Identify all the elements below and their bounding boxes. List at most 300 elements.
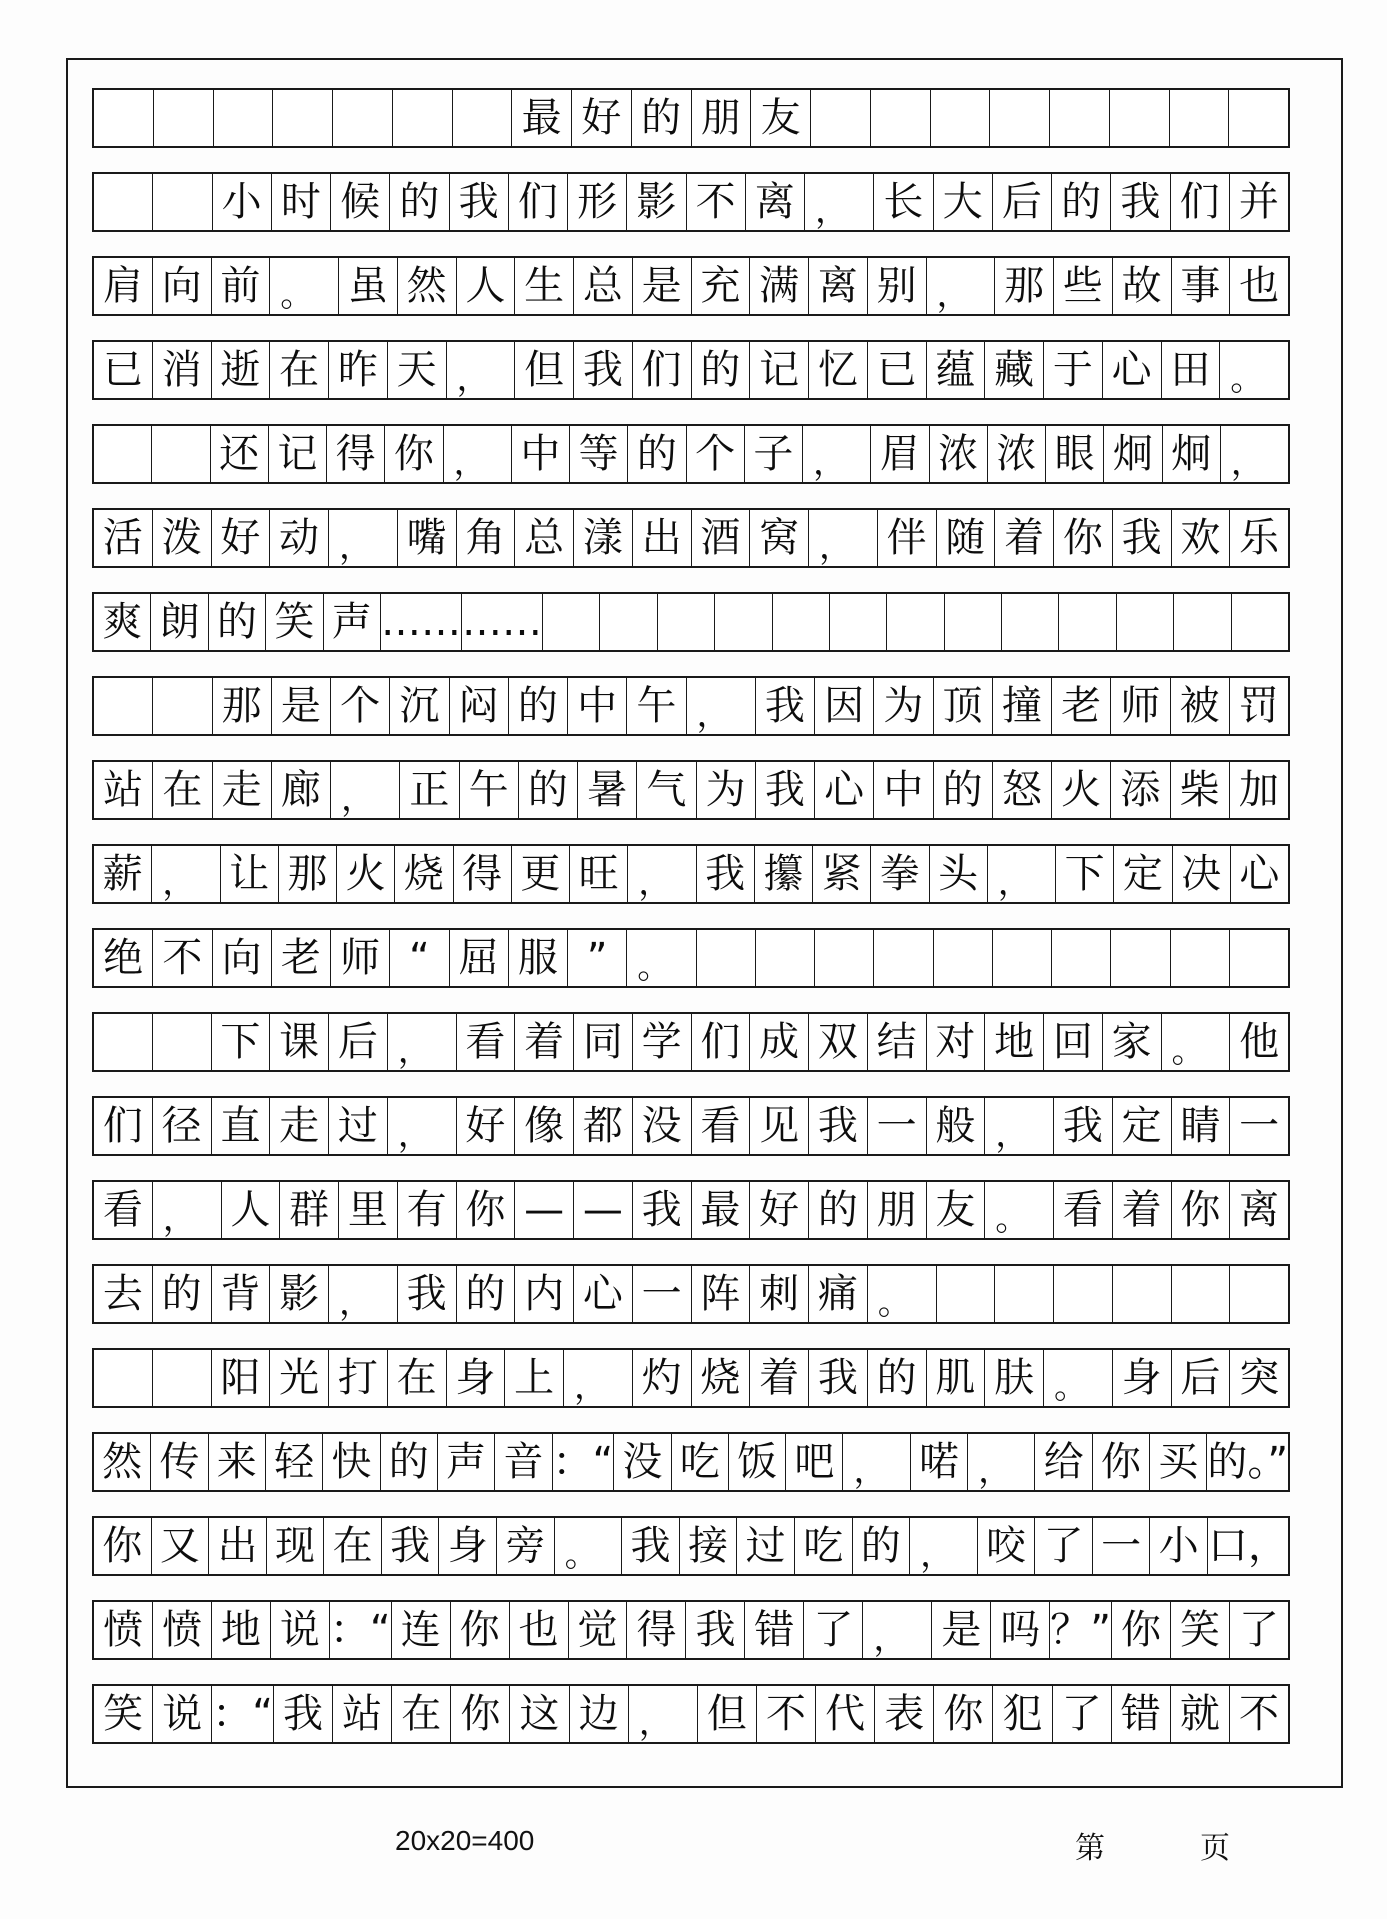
character-cell: 昨 [329, 342, 388, 398]
character-cell: 故 [1113, 258, 1172, 314]
character-cell: 。 [1162, 1014, 1231, 1070]
character-cell: 午 [460, 762, 519, 818]
character-cell: 浓 [930, 426, 988, 482]
character-cell: 吃 [795, 1518, 853, 1574]
empty-cell [937, 1266, 996, 1322]
empty-cell [94, 678, 153, 734]
character-cell: 双 [809, 1014, 868, 1070]
character-cell: 了 [1053, 1686, 1112, 1742]
character-cell: 随 [937, 510, 996, 566]
character-cell: 你 [385, 426, 443, 482]
writing-grid [92, 88, 1290, 1768]
character-cell: 们 [1171, 174, 1230, 230]
character-cell: ， [927, 258, 996, 314]
character-cell: 决 [1173, 846, 1231, 902]
character-cell: 成 [750, 1014, 809, 1070]
character-cell: 我 [633, 1182, 692, 1238]
character-cell: 。 [270, 258, 339, 314]
character-cell: 我 [1113, 510, 1172, 566]
character-cell: 同 [574, 1014, 633, 1070]
character-cell: 说 [271, 1602, 330, 1658]
text-row [92, 508, 1290, 568]
character-cell: 一 [1239, 1103, 1280, 1149]
character-cell: 我 [756, 762, 815, 818]
character-cell: 我 [1054, 1098, 1113, 1154]
character-cell: 旁 [497, 1518, 555, 1574]
character-cell: 我 [809, 1098, 868, 1154]
character-cell: 看 [94, 1182, 153, 1238]
empty-cell [1002, 594, 1059, 650]
character-cell: 就 [1171, 1686, 1230, 1742]
text-row [92, 1096, 1290, 1156]
empty-cell [393, 90, 453, 146]
character-cell: 打 [329, 1350, 388, 1406]
character-cell: 站 [333, 1686, 392, 1742]
character-cell: 犯 [993, 1686, 1052, 1742]
character-cell: 还 [211, 426, 269, 482]
empty-cell [153, 1014, 212, 1070]
character-cell: “ [390, 930, 449, 986]
character-cell: 下 [212, 1014, 271, 1070]
empty-cell [1110, 90, 1170, 146]
character-cell: 是 [932, 1602, 991, 1658]
character-cell: 记 [269, 426, 327, 482]
empty-cell [697, 930, 756, 986]
empty-cell [94, 1014, 153, 1070]
character-cell: 我 [382, 1518, 440, 1574]
character-cell: 向 [213, 930, 272, 986]
empty-cell [1050, 90, 1110, 146]
character-cell: 过 [737, 1518, 795, 1574]
character-cell: 后 [329, 1014, 388, 1070]
character-cell: 我 [1111, 174, 1170, 230]
character-cell: …… [381, 594, 462, 650]
character-cell: 心 [574, 1266, 633, 1322]
empty-cell [811, 90, 871, 146]
character-cell: 饭 [729, 1434, 786, 1490]
empty-cell [1170, 90, 1230, 146]
character-cell: 睛 [1172, 1098, 1231, 1154]
character-cell: 在 [392, 1686, 451, 1742]
character-cell: 不 [757, 1686, 816, 1742]
character-cell: 你 [451, 1686, 510, 1742]
character-cell: ” [568, 930, 627, 986]
character-cell: 活 [94, 510, 153, 566]
character-cell: 来 [209, 1434, 266, 1490]
character-cell: 蕴 [927, 342, 986, 398]
empty-cell [830, 594, 887, 650]
character-cell: 火 [337, 846, 395, 902]
character-cell: 肌 [927, 1350, 986, 1406]
character-cell: 站 [94, 762, 153, 818]
character-cell: 朗 [151, 594, 208, 650]
character-cell: 学 [633, 1014, 692, 1070]
empty-cell [154, 90, 214, 146]
character-cell: ， [564, 1350, 633, 1406]
character-cell: 嘴 [398, 510, 457, 566]
empty-cell [1171, 930, 1230, 986]
empty-cell [1113, 1266, 1172, 1322]
empty-cell [773, 594, 830, 650]
character-cell: 你 [1112, 1602, 1171, 1658]
text-row [92, 256, 1290, 316]
character-cell: 后 [1172, 1350, 1231, 1406]
text-row [92, 760, 1290, 820]
character-cell: 般 [927, 1098, 986, 1154]
character-cell: 看 [692, 1098, 751, 1154]
character-cell: 代 [816, 1686, 875, 1742]
character-cell: 内 [515, 1266, 574, 1322]
character-cell: ， [910, 1518, 978, 1574]
character-cell: 吃 [672, 1434, 729, 1490]
character-cell: 然 [398, 258, 457, 314]
character-cell: 时 [272, 174, 331, 230]
character-cell: 像 [515, 1098, 574, 1154]
character-cell: 向 [153, 258, 212, 314]
character-cell: 撞 [993, 678, 1052, 734]
character-cell: 阵 [692, 1266, 751, 1322]
character-cell: 但 [698, 1686, 757, 1742]
text-row [92, 1348, 1290, 1408]
empty-cell [600, 594, 657, 650]
title-character-cell: 的 [632, 90, 692, 146]
character-cell: 你 [934, 1686, 993, 1742]
character-cell: 轻 [266, 1434, 323, 1490]
character-cell: 廊 [272, 762, 331, 818]
character-cell: 心 [1239, 851, 1280, 897]
character-cell: 我 [450, 174, 509, 230]
character-cell: ， [629, 1686, 698, 1742]
character-cell: 我 [809, 1350, 868, 1406]
character-cell: 那 [213, 678, 272, 734]
character-cell: 忆 [809, 342, 868, 398]
character-cell: 你 [1093, 1434, 1150, 1490]
character-cell: 角 [457, 510, 516, 566]
character-cell: 午 [627, 678, 686, 734]
character-cell: 没 [633, 1098, 692, 1154]
character-cell: 但 [515, 342, 574, 398]
character-cell: 的 [457, 1266, 516, 1322]
character-cell: 肤 [985, 1350, 1044, 1406]
character-cell: ， [152, 846, 220, 902]
character-cell: ， [388, 1014, 457, 1070]
character-cell: 接 [680, 1518, 738, 1574]
text-row [92, 172, 1290, 232]
character-cell: 喏 [911, 1434, 968, 1490]
character-cell: 也 [510, 1602, 569, 1658]
character-cell: 出 [633, 510, 692, 566]
empty-cell [756, 930, 815, 986]
character-cell: 错 [745, 1602, 804, 1658]
character-cell: 吧 [786, 1434, 843, 1490]
character-cell: 拳 [871, 846, 929, 902]
character-cell: 光 [270, 1350, 329, 1406]
character-cell: 回 [1044, 1014, 1103, 1070]
character-cell: 了 [804, 1602, 863, 1658]
title-row [92, 88, 1290, 148]
page-number-prefix: 第 [1075, 1831, 1105, 1866]
character-cell: 背 [212, 1266, 271, 1322]
character-cell: ：“ [212, 1686, 274, 1742]
character-cell: 柴 [1171, 762, 1230, 818]
character-cell: 不 [687, 174, 746, 230]
character-cell: 笑 [1171, 1602, 1230, 1658]
character-cell: 我 [697, 846, 755, 902]
character-cell: 下 [1056, 846, 1114, 902]
character-cell: 你 [94, 1518, 152, 1574]
character-cell: — [515, 1182, 574, 1238]
character-cell: 着 [750, 1350, 809, 1406]
character-cell: 地 [212, 1602, 271, 1658]
character-cell: 天 [388, 342, 447, 398]
character-cell: 怒 [993, 762, 1052, 818]
character-cell: 我 [398, 1266, 457, 1322]
character-cell: 气 [637, 762, 696, 818]
character-cell: 对 [927, 1014, 986, 1070]
character-cell: 老 [272, 930, 331, 986]
character-cell: 连 [392, 1602, 451, 1658]
character-cell: 师 [331, 930, 390, 986]
character-cell: 满 [750, 258, 809, 314]
character-cell: 们 [94, 1098, 153, 1154]
empty-cell [1172, 1266, 1231, 1322]
character-cell: 过 [329, 1098, 388, 1154]
empty-cell [1052, 930, 1111, 986]
empty-cell [1111, 930, 1170, 986]
character-cell: 炯 [1163, 426, 1221, 482]
character-cell: 结 [868, 1014, 927, 1070]
character-cell: 。 [868, 1266, 937, 1322]
character-cell: 着 [995, 510, 1054, 566]
character-cell: 见 [750, 1098, 809, 1154]
character-cell: 是 [272, 678, 331, 734]
character-cell: 咬 [978, 1518, 1036, 1574]
character-cell: 错 [1112, 1686, 1171, 1742]
character-cell: 们 [509, 174, 568, 230]
character-cell: 愤 [153, 1602, 212, 1658]
character-cell: 声 [438, 1434, 495, 1490]
empty-cell [273, 90, 333, 146]
character-cell: 后 [993, 174, 1052, 230]
character-cell: 口， [1207, 1523, 1288, 1569]
character-cell: ：“ [330, 1602, 392, 1658]
character-cell: 小 [1150, 1518, 1208, 1574]
character-cell: ， [444, 426, 512, 482]
character-cell: 旺 [570, 846, 628, 902]
character-cell: 朋 [868, 1182, 927, 1238]
empty-cell [1059, 594, 1116, 650]
empty-cell [214, 90, 274, 146]
empty-cell [815, 930, 874, 986]
character-cell: 去 [94, 1266, 153, 1322]
character-cell: 泼 [153, 510, 212, 566]
character-cell: 也 [1239, 263, 1280, 309]
character-cell: 子 [745, 426, 803, 482]
character-cell: 个 [687, 426, 745, 482]
character-cell: 一 [1093, 1518, 1151, 1574]
character-cell: 的 [509, 678, 568, 734]
character-cell: 他 [1239, 1019, 1280, 1065]
character-cell: 友 [927, 1182, 986, 1238]
character-cell: 候 [331, 174, 390, 230]
character-cell: 为 [874, 678, 933, 734]
character-cell: 充 [692, 258, 751, 314]
empty-cell [1229, 90, 1288, 146]
character-cell: 得 [627, 1602, 686, 1658]
empty-cell [153, 1350, 212, 1406]
character-cell: ， [687, 678, 756, 734]
character-cell: 然 [94, 1434, 151, 1490]
character-cell: 等 [570, 426, 628, 482]
character-cell: 师 [1111, 678, 1170, 734]
character-cell: ， [1230, 443, 1265, 483]
character-cell: 前 [212, 258, 271, 314]
character-cell: 虽 [339, 258, 398, 314]
character-cell: 买 [1150, 1434, 1207, 1490]
character-cell: 中 [512, 426, 570, 482]
character-cell: 又 [152, 1518, 210, 1574]
character-cell: 们 [633, 342, 692, 398]
character-cell: 好 [212, 510, 271, 566]
empty-cell [453, 90, 513, 146]
character-cell: 一 [868, 1098, 927, 1154]
empty-cell [934, 930, 993, 986]
character-cell: ， [809, 510, 878, 566]
empty-cell [993, 930, 1052, 986]
character-cell: 的 [868, 1350, 927, 1406]
character-cell: 影 [270, 1266, 329, 1322]
character-cell: 更 [512, 846, 570, 902]
character-cell: 我 [574, 342, 633, 398]
empty-cell [1230, 930, 1288, 986]
character-cell: ， [843, 1434, 910, 1490]
character-cell: 给 [1035, 1434, 1092, 1490]
character-cell: 身 [447, 1350, 506, 1406]
character-cell: 离 [1239, 1187, 1280, 1233]
character-cell: 暑 [578, 762, 637, 818]
character-cell: 逝 [212, 342, 271, 398]
character-cell: 在 [388, 1350, 447, 1406]
character-cell: 总 [574, 258, 633, 314]
text-row [92, 1600, 1290, 1660]
empty-cell [931, 90, 991, 146]
character-cell: 身 [439, 1518, 497, 1574]
character-cell: 的 [853, 1518, 911, 1574]
character-cell: 都 [574, 1098, 633, 1154]
empty-cell [153, 678, 212, 734]
character-cell: 好 [457, 1098, 516, 1154]
character-cell: ， [803, 426, 871, 482]
text-row [92, 424, 1290, 484]
character-cell: 。 [555, 1518, 623, 1574]
character-cell: 的 [381, 1434, 438, 1490]
character-cell: 紧 [813, 846, 871, 902]
character-cell: 烧 [395, 846, 453, 902]
character-cell: ， [447, 342, 516, 398]
character-cell: ， [985, 1098, 1054, 1154]
character-cell: 添 [1111, 762, 1170, 818]
empty-cell [153, 174, 212, 230]
character-cell: 里 [339, 1182, 398, 1238]
character-cell: 离 [746, 174, 805, 230]
character-cell: 中 [874, 762, 933, 818]
character-cell: 觉 [569, 1602, 628, 1658]
character-cell: ， [329, 1266, 398, 1322]
character-cell: 心 [1103, 342, 1162, 398]
character-cell: 烧 [692, 1350, 751, 1406]
character-cell: 家 [1103, 1014, 1162, 1070]
character-cell: 这 [510, 1686, 569, 1742]
character-cell: 表 [875, 1686, 934, 1742]
character-cell: 看 [1054, 1182, 1113, 1238]
character-cell: 心 [815, 762, 874, 818]
character-cell: 着 [515, 1014, 574, 1070]
character-cell: 地 [985, 1014, 1044, 1070]
character-cell: 快 [323, 1434, 380, 1490]
empty-cell [1174, 594, 1231, 650]
character-cell: 。 [627, 930, 696, 986]
character-cell: 得 [454, 846, 512, 902]
character-cell: 课 [270, 1014, 329, 1070]
character-cell: 罚 [1238, 683, 1279, 729]
title-character-cell: 朋 [692, 90, 752, 146]
character-cell: ， [331, 762, 400, 818]
character-cell: 的 [934, 762, 993, 818]
character-cell: 我 [274, 1686, 333, 1742]
character-cell: 最 [692, 1182, 751, 1238]
character-cell: 灼 [633, 1350, 692, 1406]
character-cell: 是 [633, 258, 692, 314]
character-cell: 人 [457, 258, 516, 314]
character-cell: 上 [505, 1350, 564, 1406]
character-cell: 眉 [871, 426, 929, 482]
character-cell: 了 [1238, 1607, 1279, 1653]
character-cell: 愤 [94, 1602, 153, 1658]
empty-cell [543, 594, 600, 650]
character-cell: 吗 [991, 1602, 1050, 1658]
title-character-cell: 好 [572, 90, 632, 146]
empty-cell [152, 426, 210, 482]
character-cell: 阳 [212, 1350, 271, 1406]
character-cell: 顶 [934, 678, 993, 734]
character-cell: 加 [1238, 767, 1279, 813]
empty-cell [1230, 1266, 1288, 1322]
character-cell: 记 [750, 342, 809, 398]
text-row [92, 676, 1290, 736]
character-cell: 乐 [1239, 515, 1280, 561]
character-cell: 攥 [755, 846, 813, 902]
character-cell: 已 [868, 342, 927, 398]
empty-cell [94, 426, 152, 482]
character-cell: 在 [270, 342, 329, 398]
character-cell: 说 [153, 1686, 212, 1742]
character-cell: ， [863, 1602, 932, 1658]
character-cell: 的 [209, 594, 266, 650]
character-cell: 浓 [988, 426, 1046, 482]
character-cell: 已 [94, 342, 153, 398]
character-cell: 生 [515, 258, 574, 314]
character-cell: 并 [1238, 179, 1279, 225]
page-number-suffix: 页 [1200, 1831, 1230, 1866]
empty-cell [945, 594, 1002, 650]
character-cell: ：“ [553, 1434, 615, 1490]
text-row [92, 928, 1290, 988]
character-cell: 我 [756, 678, 815, 734]
character-cell: 大 [934, 174, 993, 230]
character-cell: 薪 [94, 846, 152, 902]
empty-cell [94, 1350, 153, 1406]
character-cell: 一 [633, 1266, 692, 1322]
